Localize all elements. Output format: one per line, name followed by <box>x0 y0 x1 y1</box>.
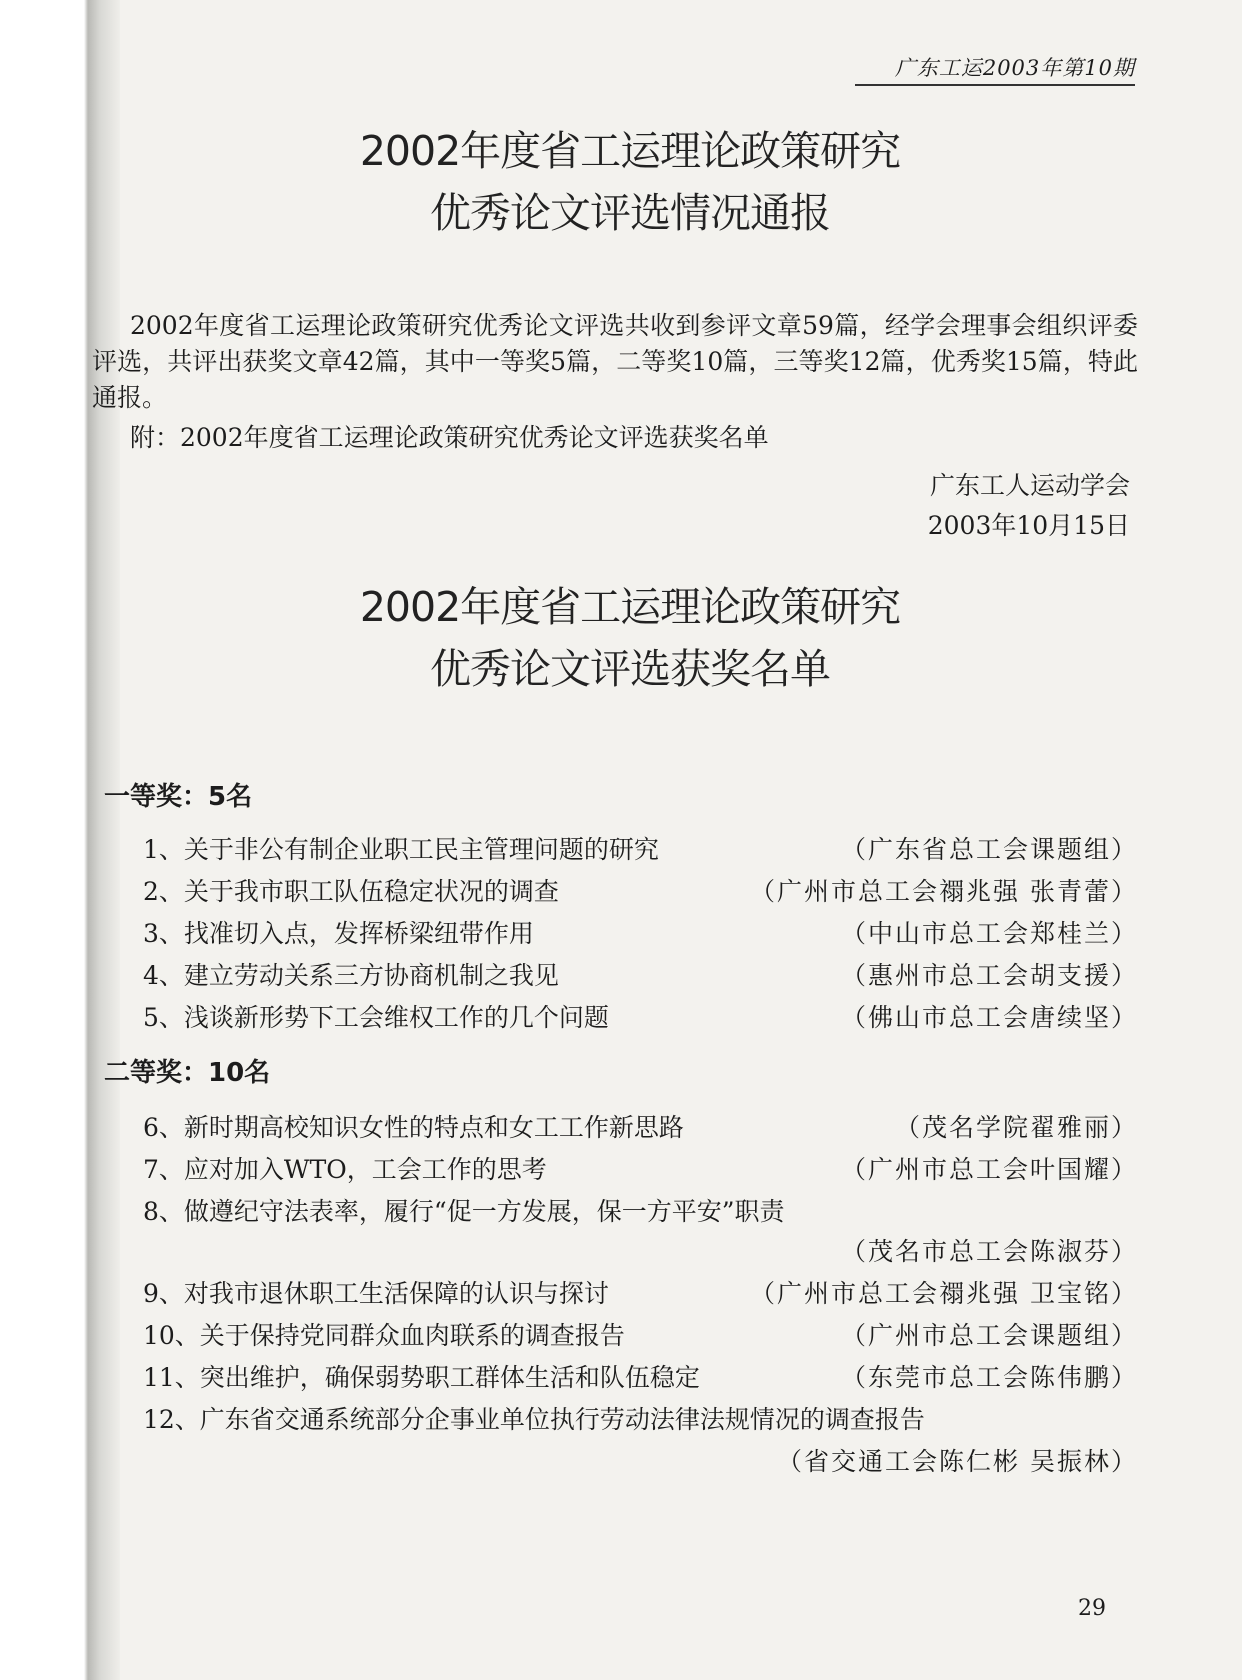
list-item <box>143 998 1138 1038</box>
list-item <box>143 914 1138 954</box>
paper-title: 4、建立劳动关系三方协商机制之我见 <box>143 961 559 990</box>
list-item <box>143 956 1138 996</box>
paper-title: 3、找准切入点，发挥桥梁纽带作用 <box>143 919 534 948</box>
paper-author: （茂名市总工会陈淑芬） <box>840 1237 1138 1266</box>
paper-title: 12、广东省交通系统部分企事业单位执行劳动法律法规情况的调查报告 <box>143 1405 925 1434</box>
notice-title-line-1: 2002年度省工运理论政策研究 <box>359 127 901 175</box>
notice-date: 2003年10月15日 <box>927 511 1130 540</box>
paper-title: 7、应对加入WTO，工会工作的思考 <box>143 1155 547 1184</box>
paper-title: 8、做遵纪守法表率，履行“促一方发展，保一方平安”职责 <box>143 1197 785 1226</box>
paper-author: （广东省总工会课题组） <box>840 835 1138 864</box>
notice-title-line-2: 优秀论文评选情况通报 <box>430 189 830 237</box>
list-item <box>143 872 1138 912</box>
paper-author: （广州市总工会禤兆强 张青蕾） <box>750 877 1138 906</box>
paper-author: （广州市总工会禤兆强 卫宝铭） <box>750 1279 1138 1308</box>
paper-author: （广州市总工会课题组） <box>840 1321 1138 1350</box>
page-gutter-shadow <box>0 0 120 1680</box>
list-title-line-2: 优秀论文评选获奖名单 <box>430 645 830 693</box>
paper-author: （茂名学院翟雅丽） <box>894 1113 1138 1142</box>
paper-title: 10、关于保持党同群众血肉联系的调查报告 <box>143 1321 625 1350</box>
list-item <box>143 1316 1138 1356</box>
paper-title: 2、关于我市职工队伍稳定状况的调查 <box>143 877 559 906</box>
list-item <box>143 1108 1138 1148</box>
list-item <box>143 830 1138 870</box>
list-title <box>200 576 1060 700</box>
list-item <box>143 1274 1138 1314</box>
list-item <box>143 1400 1138 1440</box>
intro-paragraph: 2002年度省工运理论政策研究优秀论文评选共收到参评文章59篇，经学会理事会组织评委评选，共评出获奖文章42篇，其中一等奖5篇，二等奖10篇，三等奖12篇，优秀奖15篇，特此通报。 <box>92 311 1138 412</box>
notice-title <box>200 120 1060 244</box>
list-item <box>143 1192 1138 1232</box>
paper-title: 11、突出维护，确保弱势职工群体生活和队伍稳定 <box>143 1363 700 1392</box>
page-number: 29 <box>1078 1596 1106 1621</box>
paper-author: （省交通工会陈仁彬 吴振林） <box>777 1447 1138 1476</box>
list-item <box>143 1150 1138 1190</box>
paper-title: 6、新时期高校知识女性的特点和女工工作新思路 <box>143 1113 684 1142</box>
attachment-line: 附：2002年度省工运理论政策研究优秀论文评选获奖名单 <box>130 423 769 452</box>
paper-author: （东莞市总工会陈伟鹏） <box>840 1363 1138 1392</box>
second-prize-heading: 二等奖：10名 <box>104 1058 271 1088</box>
first-prize-heading: 一等奖：5名 <box>104 782 253 812</box>
paper-title: 1、关于非公有制企业职工民主管理问题的研究 <box>143 835 659 864</box>
paper-title: 9、对我市退休职工生活保障的认识与探讨 <box>143 1279 609 1308</box>
paper-author: （广州市总工会叶国耀） <box>840 1155 1138 1184</box>
list-title-line-1: 2002年度省工运理论政策研究 <box>359 583 901 631</box>
paper-author: （惠州市总工会胡支援） <box>840 961 1138 990</box>
journal-issue: 广东工运2003年第10期 <box>894 56 1135 80</box>
running-header <box>855 50 1135 86</box>
signer: 广东工人运动学会 <box>929 471 1130 500</box>
paper-author: （佛山市总工会唐续坚） <box>840 1003 1138 1032</box>
list-item <box>143 1358 1138 1398</box>
paper-title: 5、浅谈新形势下工会维权工作的几个问题 <box>143 1003 609 1032</box>
paper-author: （中山市总工会郑桂兰） <box>840 919 1138 948</box>
